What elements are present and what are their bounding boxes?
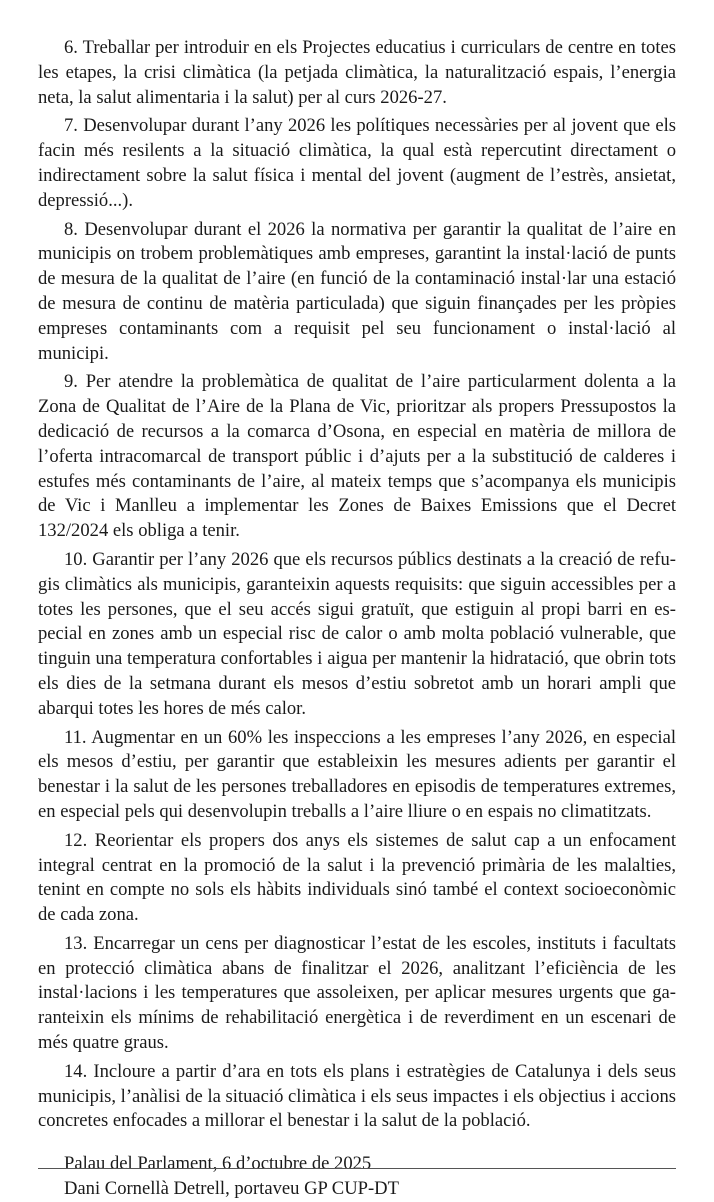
item-8: 8. Desenvolupar durant el 2026 la normativa per garantir la qualitat de l’aire en municipis on trobem problemàtiques amb empreses, garantint la instal·lació de punts de mesura de la qualitat de l’aire (en funció de la contaminació instal·lar una estació de mesura de continu de matèria particulada) que siguin finançades per les pròpies empreses contaminants com a requisit pel seu funcionament o instal·lació al municipi. [38,218,676,364]
document-body [38,36,676,1202]
signatory: Dani Cornellà Detrell, portaveu GP CUP-DT [64,1178,399,1200]
item-11: 11. Augmentar en un 60% les inspeccions a les empreses l’any 2026, en especial els mesos d’estiu, per garantir que estableixin les mesures adients per garantir el benestar i la salut de les persones treballadores en episodis de temperatures extremes, en especial pels qui desenvolupin treballs a l’aire lliure o en espais no climatitzats. [38,726,676,822]
item-13: 13. Encarregar un cens per diagnosticar l’estat de les escoles, instituts i facultats en protecció climàtica abans de finalitzar el 2026, analitzant l’eficiència de les instal·lacions i les temperatures que assoleixen, per aplicar mesures urgents que garanteixin els mínims de rehabilitació energètica i de reverdiment en un escenari de més quatre graus. [38,932,676,1054]
item-6: 6. Treballar per introduir en els Projectes educatius i curriculars de centre en totes les etapes, la crisi climàtica (la petjada climàtica, la naturalització espais, l’energia neta, la salut alimentaria i la salut) per al curs 2026-27. [38,37,676,108]
place-date: Palau del Parlament, 6 d’octubre de 2025 [64,1153,372,1175]
item-14: 14. Incloure a partir d’ara en tots els plans i estratègies de Catalunya i dels seus municipis, l’anàlisi de la situació climàtica i els seus impactes i els objectius i accions concretes enfocades a millorar el benestar i la salut de la població. [38,1060,676,1132]
signature-block [38,1152,676,1202]
item-7: 7. Desenvolupar durant l’any 2026 les polítiques necessàries per al jovent que els facin més resilents a la situació climàtica, la qual està repercutint directament o indirectament sobre la salut física i mental del jovent (augment de l’estrès, ansietat, depressió...). [38,115,676,211]
item-9: 9. Per atendre la problemàtica de qualitat de l’aire particularment dolenta a la Zona de Qualitat de l’Aire de la Plana de Vic, prioritzar als propers Pressupostos la dedicació de recursos a la comarca d’Osona, en especial en matèria de millora de l’oferta intracomarcal de transport públic i d’ajuts per a la substitució de calderes i estufes més contaminants de l’aire, al mateix temps que s’acompanya els municipis de Vic i Manlleu a implementar les Zones de Baixes Emissions que el Decret 132/2024 els obliga a tenir. [38,371,676,542]
item-12: 12. Reorientar els propers dos anys els sistemes de salut cap a un enfocament integral centrat en la promoció de la salut i la prevenció primària de les malalties, tenint en compte no sols els hàbits individuals sinó també el context socioeconòmic de cada zona. [38,829,676,926]
bottom-rule [38,1168,676,1169]
item-10: 10. Garantir per l’any 2026 que els recursos públics destinats a la creació de refugis climàtics als municipis, garanteixin aquests requisits: que siguin accessibles per a totes les persones, que el seu accés sigui gratuït, que estiguin al propi barri en especial en zones amb un especial risc de calor o amb molta població vulnerable, que tinguin una temperatura confortables i aigua per mantenir la hidratació, que obrin tots els dies de la setmana durant els mesos d’estiu sobretot amb un horari ampli que abarqui totes les hores de més calor. [38,548,676,719]
